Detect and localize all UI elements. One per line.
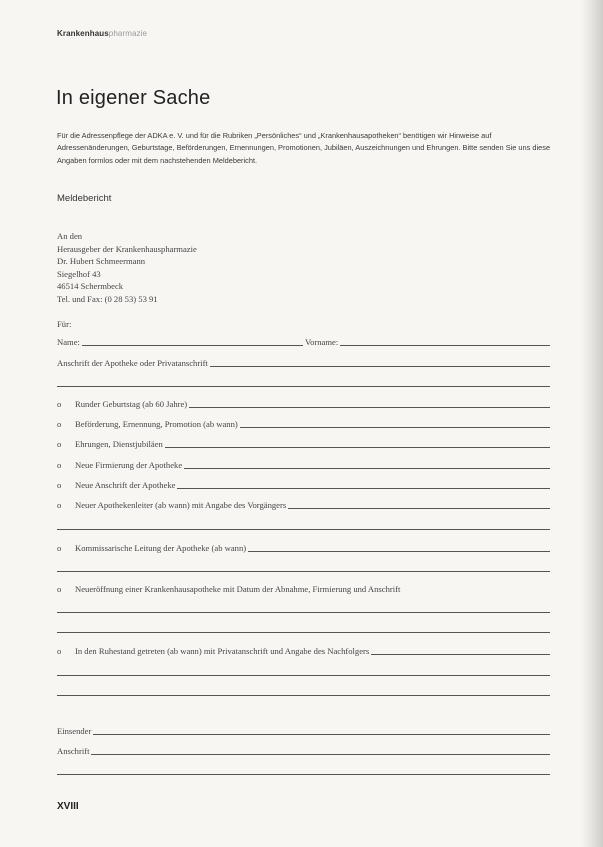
checkbox-icon[interactable]: o — [57, 460, 62, 470]
einsender-anschrift-field[interactable] — [57, 745, 550, 757]
neueroeffnung-line3[interactable] — [57, 623, 550, 635]
anschrift-field-line2[interactable] — [57, 377, 550, 389]
kommissarisch-line2[interactable] — [57, 562, 550, 574]
checkbox-icon[interactable]: o — [57, 399, 62, 409]
address-line: An den — [57, 231, 83, 241]
address-line: 46514 Schermbeck — [57, 281, 124, 291]
checkbox-item-geburtstag[interactable] — [57, 398, 550, 410]
header-part1: Krankenhaus — [57, 29, 109, 38]
page-number: XVIII — [57, 801, 79, 812]
name-field[interactable] — [57, 336, 550, 348]
item-label: Beförderung, Ernennung, Promotion (ab wann) — [75, 419, 238, 429]
item-label: Ehrungen, Dienstjubiläen — [75, 439, 163, 449]
checkbox-item-neueroeffnung[interactable] — [57, 583, 550, 595]
item-label: Kommissarische Leitung der Apotheke (ab wann) — [75, 543, 247, 553]
item-label: Neueröffnung einer Krankenhausapotheke mit Datum der Abnahme, Firmierung und Anschrift — [75, 584, 401, 594]
checkbox-icon[interactable]: o — [57, 480, 62, 490]
einsender-anschrift-label: Anschrift — [57, 746, 90, 756]
einsender-label: Einsender — [57, 726, 92, 736]
checkbox-icon[interactable]: o — [57, 646, 62, 656]
item-label: Neue Firmierung der Apotheke — [75, 460, 183, 470]
running-header — [57, 29, 147, 38]
checkbox-item-ruhestand[interactable] — [57, 645, 550, 657]
item-label: Neuer Apothekenleiter (ab wann) mit Angabe des Vorgängers — [75, 500, 287, 510]
address-line: Herausgeber der Krankenhauspharmazie — [57, 243, 197, 254]
checkbox-icon[interactable]: o — [57, 543, 62, 553]
ruhestand-line2[interactable] — [57, 666, 550, 678]
checkbox-item-apothekenleiter[interactable] — [57, 499, 550, 511]
checkbox-icon[interactable]: o — [57, 419, 62, 429]
section-heading: Meldebericht — [57, 193, 112, 204]
address-line: Siegelhof 43 — [57, 268, 101, 279]
address-line: Dr. Hubert Schmeermann — [57, 256, 146, 266]
checkbox-icon[interactable]: o — [57, 500, 62, 510]
checkbox-item-ehrungen[interactable] — [57, 438, 550, 450]
page-title: In eigener Sache — [56, 87, 211, 109]
checkbox-icon[interactable]: o — [57, 584, 62, 594]
address-line: Tel. und Fax: (0 28 53) 53 91 — [57, 293, 158, 304]
recipient-address — [57, 230, 197, 305]
einsender-field[interactable] — [57, 725, 550, 737]
checkbox-item-anschrift[interactable] — [57, 479, 550, 491]
fuer-label: Für: — [57, 319, 72, 329]
anschrift-field[interactable] — [57, 357, 550, 369]
intro-paragraph: Für die Adressenpflege der ADKA e. V. und für die Rubriken „Persönliches“ und „Krankenhausapotheken“ benötigen wir Hinweise auf Adressenänderungen, Geburtstage, Beförderungen, Ernennungen, Promotionen, Jubiläen, Auszeichnungen und Ehrungen. Bitte senden Sie uns diese Angaben formlos oder mit dem nachstehenden Meldebericht. — [57, 131, 551, 165]
header-part2: pharmazie — [108, 29, 148, 38]
item-label: In den Ruhestand getreten (ab wann) mit Privatanschrift und Angabe des Nachfolgers — [75, 646, 370, 656]
item-label: Runder Geburtstag (ab 60 Jahre) — [75, 399, 188, 409]
checkbox-icon[interactable]: o — [57, 439, 62, 449]
apothekenleiter-line2[interactable] — [57, 520, 550, 532]
checkbox-item-kommissarisch[interactable] — [57, 542, 550, 554]
name-label: Name: — [57, 337, 80, 347]
checkbox-item-befoerderung[interactable] — [57, 418, 550, 430]
vorname-label: Vorname: — [305, 337, 339, 347]
item-label: Neue Anschrift der Apotheke — [75, 480, 176, 490]
checkbox-item-firmierung[interactable] — [57, 459, 550, 471]
einsender-anschrift-line2[interactable] — [57, 765, 550, 777]
neueroeffnung-line2[interactable] — [57, 603, 550, 615]
ruhestand-line3[interactable] — [57, 686, 550, 698]
anschrift-label: Anschrift der Apotheke oder Privatanschrift — [57, 358, 208, 368]
book-spine-shadow — [581, 0, 603, 847]
